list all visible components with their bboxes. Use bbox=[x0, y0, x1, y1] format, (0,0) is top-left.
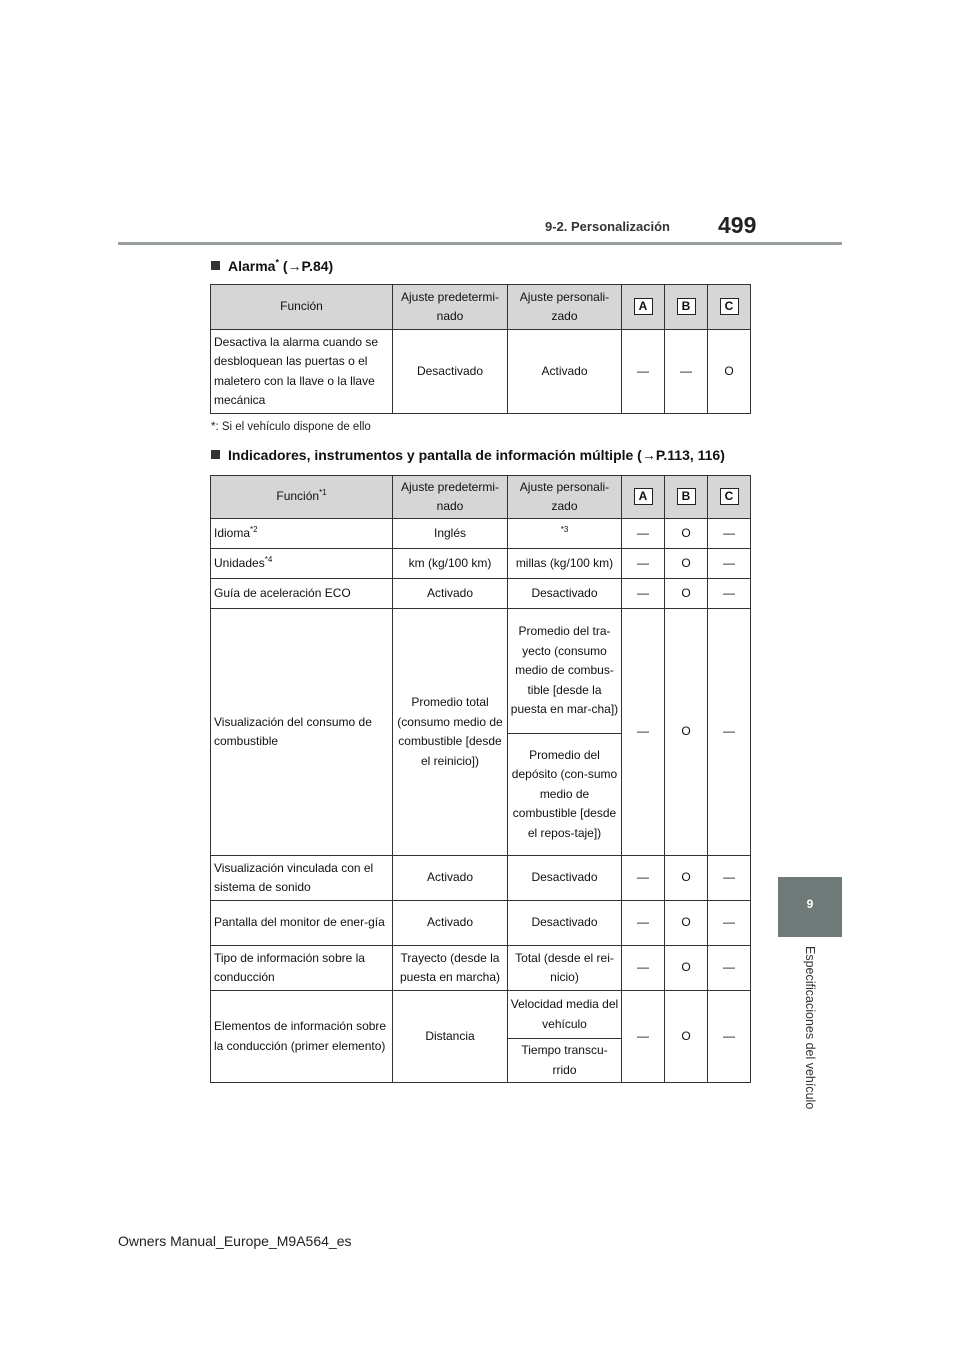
cell-predeterminado: Desactivado bbox=[393, 330, 508, 414]
cell-personalizado: Promedio del depósito (con-sumo medio de combustible [desde el repos-taje]) bbox=[508, 734, 622, 856]
cell-c: — bbox=[708, 549, 751, 579]
cell-b: O bbox=[665, 856, 708, 901]
cell-personalizado: *3 bbox=[508, 519, 622, 549]
header-funcion: Función bbox=[211, 285, 393, 330]
cell-a: — bbox=[622, 856, 665, 901]
bullet-square-icon bbox=[211, 450, 220, 459]
table-row bbox=[211, 519, 751, 549]
cell-personalizado: Desactivado bbox=[508, 579, 622, 609]
cell-c: — bbox=[708, 609, 751, 856]
cell-predeterminado: km (kg/100 km) bbox=[393, 549, 508, 579]
cell-a: — bbox=[622, 991, 665, 1083]
table-header-row bbox=[211, 285, 751, 330]
cell-a: — bbox=[622, 519, 665, 549]
cell-c: — bbox=[708, 856, 751, 901]
header-a: A bbox=[622, 285, 665, 330]
header-c: C bbox=[708, 476, 751, 519]
cell-predeterminado: Distancia bbox=[393, 991, 508, 1083]
cell-personalizado: Desactivado bbox=[508, 901, 622, 946]
cell-c: — bbox=[708, 579, 751, 609]
cell-b: O bbox=[665, 519, 708, 549]
table-row bbox=[211, 856, 751, 901]
footnote: *: Si el vehículo dispone de ello bbox=[211, 421, 371, 433]
chapter-tab-label: Especificaciones del vehículo bbox=[803, 946, 817, 1110]
cell-b: O bbox=[665, 901, 708, 946]
cell-b: O bbox=[665, 549, 708, 579]
cell-b: — bbox=[665, 330, 708, 414]
table-header-row bbox=[211, 476, 751, 519]
section-title-alarma: Alarma* (→P.84) bbox=[211, 258, 333, 274]
cell-c: O bbox=[708, 330, 751, 414]
table-row bbox=[211, 579, 751, 609]
cell-funcion: Guía de aceleración ECO bbox=[211, 579, 393, 609]
footer-doc-id: Owners Manual_Europe_M9A564_es bbox=[118, 1233, 352, 1249]
table-row bbox=[211, 330, 751, 414]
table-row bbox=[211, 901, 751, 946]
chapter-tab-number: 9 bbox=[806, 897, 814, 911]
table-row bbox=[211, 991, 751, 1039]
cell-predeterminado: Promedio total (consumo medio de combustible [desde el reinicio]) bbox=[393, 609, 508, 856]
cell-funcion: Tipo de información sobre la conducción bbox=[211, 946, 393, 991]
section-heading: 9-2. Personalización bbox=[545, 219, 670, 234]
cell-b: O bbox=[665, 946, 708, 991]
header-a: A bbox=[622, 476, 665, 519]
bullet-square-icon bbox=[211, 261, 220, 270]
cell-personalizado: Activado bbox=[508, 330, 622, 414]
cell-b: O bbox=[665, 579, 708, 609]
cell-funcion: Visualización del consumo de combustible bbox=[211, 609, 393, 856]
cell-c: — bbox=[708, 946, 751, 991]
cell-personalizado: millas (kg/100 km) bbox=[508, 549, 622, 579]
header-c: C bbox=[708, 285, 751, 330]
cell-predeterminado: Activado bbox=[393, 579, 508, 609]
cell-funcion: Pantalla del monitor de ener-gía bbox=[211, 901, 393, 946]
cell-predeterminado: Activado bbox=[393, 901, 508, 946]
header-predeterminado: Ajuste predetermi-nado bbox=[393, 476, 508, 519]
header-b: B bbox=[665, 476, 708, 519]
cell-a: — bbox=[622, 579, 665, 609]
header-personalizado: Ajuste personali-zado bbox=[508, 285, 622, 330]
page-number: 499 bbox=[718, 212, 757, 238]
section-title-indicadores: Indicadores, instrumentos y pantalla de información múltiple (→P.113, 116) bbox=[211, 447, 725, 463]
header-funcion: Función$^{*1}$ bbox=[211, 476, 393, 519]
cell-personalizado: Desactivado bbox=[508, 856, 622, 901]
header-personalizado: Ajuste personali-zado bbox=[508, 476, 622, 519]
cell-funcion: Unidades$^{*4}$ bbox=[211, 549, 393, 579]
cell-c: — bbox=[708, 519, 751, 549]
cell-a: — bbox=[622, 901, 665, 946]
cell-personalizado: Total (desde el rei-nicio) bbox=[508, 946, 622, 991]
cell-funcion: Visualización vinculada con el sistema de sonido bbox=[211, 856, 393, 901]
indicadores-table bbox=[210, 475, 751, 1083]
cell-predeterminado: Trayecto (desde la puesta en marcha) bbox=[393, 946, 508, 991]
cell-a: — bbox=[622, 330, 665, 414]
header-b: B bbox=[665, 285, 708, 330]
cell-a: — bbox=[622, 609, 665, 856]
cell-funcion: Desactiva la alarma cuando se desbloquean las puertas o el maletero con la llave o la llave mecánica bbox=[211, 330, 393, 414]
table-row bbox=[211, 609, 751, 734]
cell-predeterminado: Activado bbox=[393, 856, 508, 901]
header-divider bbox=[118, 242, 842, 245]
cell-funcion: Elementos de información sobre la conducción (primer elemento) bbox=[211, 991, 393, 1083]
cell-personalizado: Tiempo transcu-rrido bbox=[508, 1039, 622, 1083]
alarma-table bbox=[210, 284, 751, 414]
cell-funcion: Idioma$^{*2}$ bbox=[211, 519, 393, 549]
table-row bbox=[211, 946, 751, 991]
cell-b: O bbox=[665, 609, 708, 856]
cell-a: — bbox=[622, 946, 665, 991]
cell-personalizado: Velocidad media del vehículo bbox=[508, 991, 622, 1039]
cell-c: — bbox=[708, 901, 751, 946]
cell-predeterminado: Inglés bbox=[393, 519, 508, 549]
cell-b: O bbox=[665, 991, 708, 1083]
table-row bbox=[211, 549, 751, 579]
cell-personalizado: Promedio del tra-yecto (consumo medio de combus-tible [desde la puesta en mar-cha]) bbox=[508, 609, 622, 734]
cell-c: — bbox=[708, 991, 751, 1083]
header-predeterminado: Ajuste predetermi-nado bbox=[393, 285, 508, 330]
cell-a: — bbox=[622, 549, 665, 579]
